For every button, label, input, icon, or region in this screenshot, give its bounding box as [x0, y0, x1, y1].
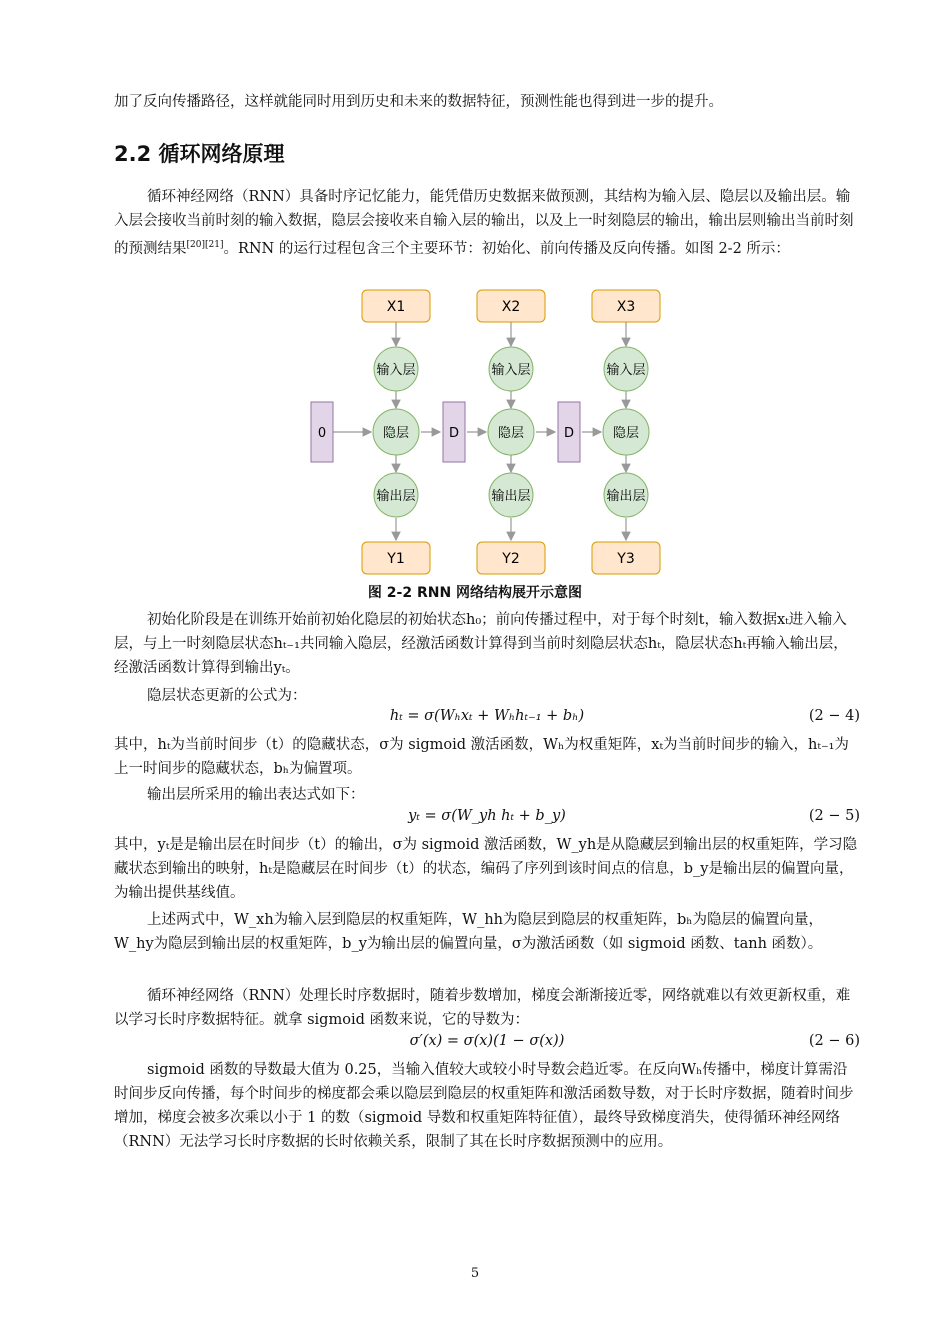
input-label-x1: X1	[386, 299, 406, 315]
output-label-y3: Y3	[617, 551, 635, 567]
output-layer-node-1	[374, 473, 418, 517]
output-layer-node-3	[604, 473, 648, 517]
equation-2-4	[114, 708, 860, 732]
intro-text-a: 循环神经网络（RNN）具备时序记忆能力，能凭借历史数据来做预测，其结构为输入层、隐层以及输出层。输入层会接收当前时刻的输入数据，隐层会接收来自输入层的输出，以及上一时刻隐层的输出，输出层则输出当前时刻的预测结果	[114, 189, 854, 257]
equation-2-6-number: (2 − 6)	[808, 1033, 860, 1049]
output-label-y1: Y1	[387, 551, 405, 567]
initial-state-label: 0	[317, 426, 327, 441]
equation-2-6	[114, 1033, 860, 1057]
section-heading: 2.2 循环网络原理	[114, 142, 285, 166]
paragraph-top: 加了反向传播路径，这样就能同时用到历史和未来的数据特征，预测性能也得到进一步的提升。	[114, 94, 723, 110]
output-box-y1	[362, 542, 430, 574]
delay-box-2	[558, 402, 580, 462]
output-box-y2	[477, 542, 545, 574]
paragraph-output-intro: 输出层所采用的输出表达式如下：	[147, 787, 365, 803]
page-number: 5	[470, 1266, 480, 1281]
input-layer-node-3	[604, 347, 648, 391]
input-layer-label-2: 输入层	[491, 363, 531, 378]
hidden-layer-label-2: 隐层	[497, 426, 525, 441]
equation-2-5	[114, 808, 860, 832]
paragraph-vanishing: sigmoid 函数的导数最大值为 0.25，当输入值较大或较小时导数会趋近零。在反向Wₕ传播中，梯度计算需沿时间步反向传播，每个时间步的梯度都会乘以隐层到隐层的权重矩阵和激活函数导数，对于长时序数据，随着时间步增加，梯度会被多次乘以小于 1 的数（sigmoid 导数和权重矩阵特征值），最终导致梯度消失，使得循环神经网络（RNN）无法学习长时序数据的长时依赖关系，限制了其在长时序数据预测中的应用。	[114, 1062, 854, 1150]
input-label-x3: X3	[616, 299, 636, 315]
hidden-layer-node-2	[488, 409, 534, 455]
output-layer-label-2: 输出层	[491, 489, 531, 504]
equation-2-4-number: (2 − 4)	[808, 708, 860, 724]
equation-2-6-expression: σ′(x) = σ(x)(1 − σ(x))	[409, 1033, 565, 1049]
figure-caption: 图 2-2 RNN 网络结构展开示意图	[367, 585, 583, 601]
paragraph-eq1-explanation: 其中，hₜ为当前时间步（t）的隐藏状态，σ为 sigmoid 激活函数，Wₕ为权重矩阵，xₜ为当前时间步的输入，hₜ₋₁为上一时间步的隐藏状态，bₕ为偏置项。	[114, 737, 849, 777]
output-layer-label-3: 输出层	[606, 489, 646, 504]
output-layer-node-2	[489, 473, 533, 517]
rnn-unfold-diagram	[300, 284, 670, 580]
output-layer-label-1: 输出层	[376, 489, 416, 504]
paragraph-weights: 上述两式中，W_xh为输入层到隐层的权重矩阵，W_hh为隐层到隐层的权重矩阵，bₕ为隐层的偏置向量，W_hy为隐层到输出层的权重矩阵，b_y为输出层的偏置向量，σ为激活函数（如 sigmoid 函数、tanh 函数）。	[114, 912, 824, 952]
paragraph-initialization: 初始化阶段是在训练开始前初始化隐层的初始状态h₀；前向传播过程中，对于每个时刻t，输入数据xₜ进入输入层，与上一时刻隐层状态hₜ₋₁共同输入隐层，经激活函数计算得到当前时刻隐层状态hₜ，隐层状态hₜ再输入输出层，经激活函数计算得到输出yₜ。	[114, 612, 848, 676]
input-layer-node-2	[489, 347, 533, 391]
paragraph-intro	[114, 185, 860, 261]
output-box-y3	[592, 542, 660, 574]
input-label-x2: X2	[501, 299, 521, 315]
output-label-y2: Y2	[502, 551, 520, 567]
delay-label-1: D	[448, 426, 460, 441]
citation: [20][21]	[186, 240, 224, 250]
input-layer-node-1	[374, 347, 418, 391]
initial-state-box	[311, 402, 333, 462]
paragraph-gradient: 循环神经网络（RNN）处理长时序数据时，随着步数增加，梯度会渐渐接近零，网络就难以有效更新权重，难以学习长时序数据特征。就拿 sigmoid 函数来说，它的导数为：	[114, 988, 851, 1028]
paragraph-formula-intro: 隐层状态更新的公式为：	[147, 688, 307, 704]
delay-label-2: D	[563, 426, 575, 441]
hidden-layer-node-1	[373, 409, 419, 455]
equation-2-4-expression: hₜ = σ(Wₕxₜ + Wₕhₜ₋₁ + bₕ)	[389, 708, 585, 724]
hidden-layer-label-3: 隐层	[612, 426, 640, 441]
intro-text-b: 。RNN 的运行过程包含三个主要环节：初始化、前向传播及反向传播。如图 2-2 所示：	[223, 240, 790, 257]
input-layer-label-1: 输入层	[376, 363, 416, 378]
input-box-x3	[592, 290, 660, 322]
equation-2-5-number: (2 − 5)	[808, 808, 860, 824]
equation-2-5-expression: yₜ = σ(W_yh hₜ + b_y)	[408, 808, 566, 824]
hidden-layer-label-1: 隐层	[382, 426, 410, 441]
input-layer-label-3: 输入层	[606, 363, 646, 378]
delay-box-1	[443, 402, 465, 462]
input-box-x2	[477, 290, 545, 322]
paragraph-eq2-explanation: 其中，yₜ是是输出层在时间步（t）的输出，σ为 sigmoid 激活函数，W_yh是从隐藏层到输出层的权重矩阵，学习隐藏状态到输出的映射，hₜ是隐藏层在时间步（t）的状态，编码了序列到该时间点的信息，b_y是输出层的偏置向量，为输出提供基线值。	[114, 837, 858, 901]
input-box-x1	[362, 290, 430, 322]
hidden-layer-node-3	[603, 409, 649, 455]
